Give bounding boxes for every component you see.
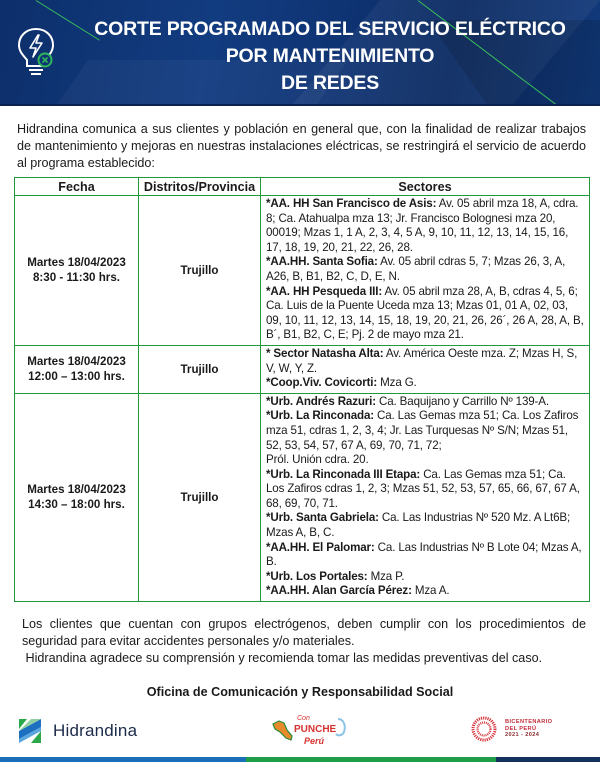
sector-entry — [266, 395, 585, 410]
sector-extra: Pról. Unión cdra. 20. — [266, 453, 369, 467]
sector-name: *Urb. Andrés Razuri: — [266, 394, 376, 408]
schedule-table — [14, 177, 590, 602]
sector-detail: Mza A. — [411, 584, 450, 598]
sector-entry — [266, 584, 585, 599]
lightbulb-bolt-cancel-icon — [16, 26, 56, 80]
generator-notice: Los clientes que cuentan con grupos electrógenos, deben cumplir con los procedimientos de seguridad para evitar accidentes personales y/o materiales. — [22, 617, 586, 649]
footer-stripe-blue — [0, 757, 246, 762]
office-signature: Oficina de Comunicación y Responsabilidad Social — [146, 685, 454, 700]
sector-detail: Av. 05 abril mza 28, A, B, cdras 4, 5, 6; Ca. Luis de la Puente Uceda mza 13; Mzas 01, 01 A, 02, 03, 09, 10, 11, 12, 13, 14, 15, 18, 19, 20, 21, 26, 26´, 26 A, 28, A, B, B´, B1, B2, C, E; Pj. 2 de mayo mza 21. — [266, 284, 584, 342]
content-area — [0, 106, 600, 762]
table-header-row — [15, 178, 590, 196]
date-text: Martes 18/04/2023 — [27, 256, 126, 270]
bicentenario-emblem-icon — [471, 716, 497, 742]
sector-name: *Urb. La Rinconada: — [266, 409, 374, 423]
punche-line2: PUNCHE — [294, 724, 337, 736]
sector-entry — [266, 376, 585, 391]
sector-entry — [266, 570, 585, 585]
time-text: 14:30 – 18:00 hrs. — [28, 498, 125, 512]
district-cell: Trujillo — [139, 393, 261, 601]
time-text: 12:00 – 13:00 hrs. — [28, 370, 125, 384]
bicentenario-text — [505, 719, 552, 739]
district-cell: Trujillo — [139, 345, 261, 393]
sector-name: *Coop.Viv. Covicorti: — [266, 376, 378, 390]
intro-paragraph: Hidrandina comunica a sus clientes y población en general que, con la finalidad de realizar trabajos de mantenimiento y mejoras en nuestras instalaciones eléctricas, se restringirá el servicio de acuerdo al programa establecido: — [17, 122, 586, 170]
header-banner — [0, 0, 600, 106]
footer-stripe-green — [246, 757, 496, 762]
sector-name: *AA.HH. Santa Sofia: — [266, 255, 378, 269]
sector-detail: Av. 05 abril mza 18, A, cdra. 8; Ca. Atahualpa mza 13; Jr. Francisco Bolognesi mza 20, 00019; Mzas 1, 1 A, 2, 3, 4, 5 A, 9, 10, 11, 12, 13, 14, 15, 16, 17, 18, 19, 20, 21, 22, 26, 28. — [266, 197, 579, 254]
sector-entry — [266, 285, 585, 343]
sector-name: *AA. HH Pesqueda III: — [266, 284, 383, 298]
sector-name: *AA.HH. El Palomar: — [266, 540, 375, 554]
sector-name: *Urb. Los Portales: — [266, 569, 368, 583]
sectors-cell — [261, 345, 590, 393]
bicentenario-line2: DEL PERÚ — [505, 725, 537, 732]
date-text: Martes 18/04/2023 — [27, 355, 126, 369]
sector-detail: Mza G. — [377, 376, 417, 390]
date-cell — [15, 345, 139, 393]
page-title — [60, 16, 600, 97]
date-cell — [15, 196, 139, 346]
hidrandina-logo — [17, 717, 137, 745]
date-cell — [15, 393, 139, 601]
sector-entry — [266, 511, 585, 540]
thanks-notice: Hidrandina agradece su comprensión y recomienda tomar las medidas preventivas del caso. — [22, 651, 543, 666]
sector-detail: Ca. Las Gemas mza 51; Ca. Los Zafiros mza 51, cdras 1, 2, 3, 4; Jr. Las Turquesas Nº S/N; Mzas 51, 52, 53, 54, 57, 67 A, 69, 70, 71, 72; — [266, 409, 579, 452]
sector-detail: Av. América Oeste mza. Z; Mzas H, S, V, W, Y, Z. — [266, 346, 578, 375]
sector-detail: Ca. Las Industrias Nº B Lote 04; Mzas A, B. — [266, 540, 582, 569]
bicentenario-years: 2021 - 2024 — [505, 732, 540, 739]
column-header-fecha: Fecha — [15, 178, 139, 196]
table-row — [15, 393, 590, 601]
sector-entry — [266, 468, 585, 512]
logos-row — [0, 711, 600, 757]
footer-stripes — [0, 757, 600, 762]
sector-name: *AA.HH. Alan García Pérez: — [266, 584, 412, 598]
title-line: POR MANTENIMIENTO — [225, 45, 435, 67]
district-cell: Trujillo — [139, 196, 261, 346]
sector-entry — [266, 347, 585, 376]
sector-entry — [266, 409, 585, 453]
column-header-sectores: Sectores — [261, 178, 590, 196]
sector-entry — [266, 541, 585, 570]
bicentenario-line1: BICENTENARIO — [505, 718, 553, 725]
sectors-cell — [261, 196, 590, 346]
table-row — [15, 345, 590, 393]
banner-edge — [0, 104, 600, 106]
sectors-cell — [261, 393, 590, 601]
sector-detail: Ca. Baquijano y Carrillo Nº 139-A. — [375, 394, 549, 408]
title-line: CORTE PROGRAMADO DEL SERVICIO ELÉCTRICO — [94, 18, 566, 40]
sector-detail: Ca. Las Industrias Nº 520 Mz. A Lt6B; Mzas A, B, C. — [266, 511, 571, 540]
punche-line1: Con — [297, 715, 310, 723]
date-text: Martes 18/04/2023 — [27, 483, 126, 497]
footer-stripe-navy — [496, 757, 600, 762]
con-punche-peru-logo — [270, 712, 350, 748]
table-row — [15, 196, 590, 346]
hidrandina-mark-icon — [17, 717, 43, 745]
punche-line3: Perú — [304, 736, 325, 747]
sector-entry — [266, 197, 585, 255]
sector-name: *Urb. Santa Gabriela: — [266, 511, 379, 525]
sector-detail: Mza P. — [367, 569, 405, 583]
column-header-distritos: Distritos/Provincia — [139, 178, 261, 196]
sector-name: *AA. HH San Francisco de Asis: — [266, 197, 437, 210]
time-text: 8:30 - 11:30 hrs. — [32, 271, 120, 285]
hidrandina-wordmark: Hidrandina — [53, 721, 138, 741]
bicentenario-logo — [471, 716, 552, 742]
sector-name: * Sector Natasha Alta: — [266, 346, 384, 360]
footer-notes — [22, 616, 586, 667]
sector-entry — [266, 255, 585, 284]
sector-name: *Urb. La Rinconada III Etapa: — [266, 467, 421, 481]
title-line: DE REDES — [280, 72, 380, 94]
sector-detail: Ca. Las Gemas mza 51; Ca. Los Zafiros cdras 1, 2, 3; Mzas 51, 52, 53, 57, 65, 66, 67, 67 A, 68, 69, 70, 71. — [266, 467, 580, 510]
sector-detail: Av. 05 abril cdras 5, 7; Mzas 26, 3, A, A26, B, B1, B2, C, D, E, N. — [266, 255, 566, 283]
